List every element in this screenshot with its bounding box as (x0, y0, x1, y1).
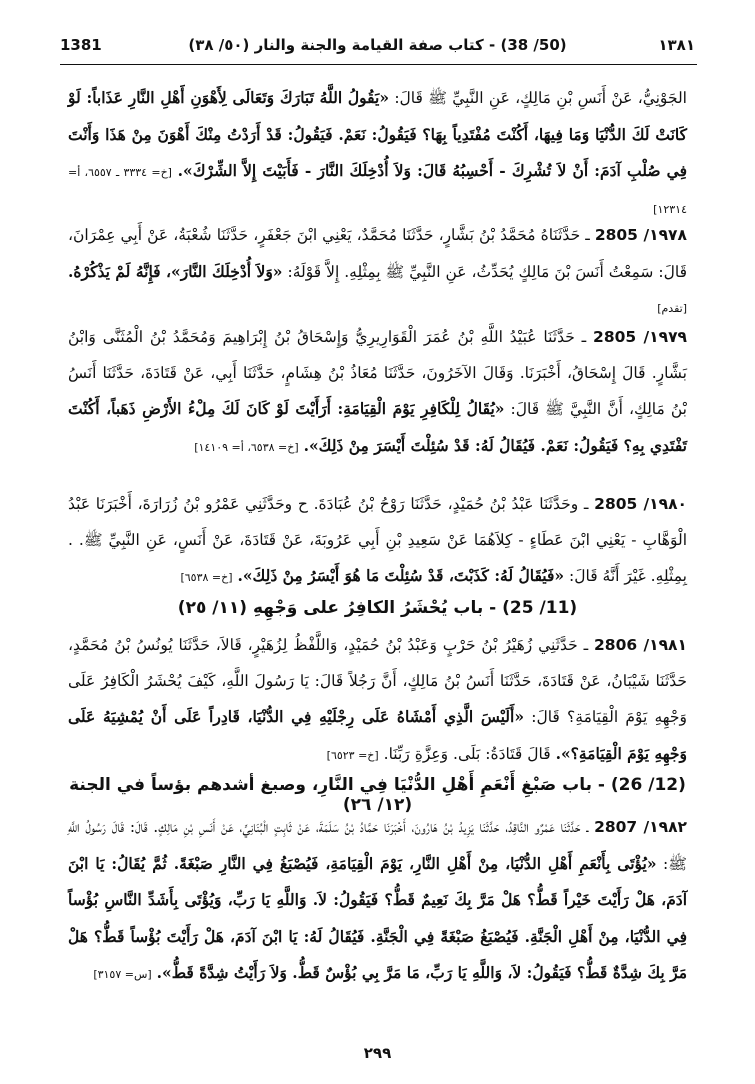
hadith-reference: [تقدم] (657, 302, 687, 315)
hadith-number: ١٩٧٨/ 2805 (594, 226, 687, 244)
hadith-number: ١٩٨١/ 2806 (594, 636, 687, 654)
hadith-isnad: ـ حَدَّثَنِي زُهَيْرُ بْنُ حَرْبٍ وَعَبْدُ بْنُ حُمَيْدٍ، وَاللَّفْظُ لِزُهَيْرٍ، قَالاَ، حَدَّثَنَا يُونُسُ بْنُ مُحَمَّدٍ، حَدَّثَنَا شَيْبَانُ، عَنْ قَتَادَةَ، حَدَّثَنَا أَنَسُ بْنُ مَالِكٍ، أَنَّ رَجُلاً قَالَ: يَا رَسُولَ اللَّهِ، كَيْفَ يُحْشَرُ الْكَافِرُ عَلَى وَجْهِهِ يَوْمَ الْقِيَامَةِ؟ قَالَ: (68, 636, 687, 726)
hadith-number: ١٩٧٩/ 2805 (593, 328, 687, 346)
hadith-tail: قَالَ قَتَادَةُ: بَلَى. وَعِزَّةِ رَبِّنَا. (383, 744, 551, 763)
hadith-isnad: ـ حَدَّثَنَاهُ مُحَمَّدُ بْنُ بَشَّارٍ، حَدَّثَنَا مُحَمَّدٌ، يَعْنِي ابْنَ جَعْفَرٍ، حَدَّثَنَا شُعْبَةُ، عَنْ أَبِي عِمْرَانَ، قَالَ: سَمِعْتُ أَنَسَ بْنَ مَالِكٍ يُحَدِّثُ، عَنِ النَّبِيِّ ﷺ بِمِثْلِهِ. إِلاَّ قَوْلَهُ: (68, 226, 687, 281)
hadith-block (68, 80, 687, 227)
page-number-arabic: ١٣٨١ (658, 36, 695, 54)
hadith-reference: [س= ٣١٥٧] (93, 968, 152, 981)
hadith-block (68, 320, 687, 465)
hadith-number: ١٩٨٠/ 2805 (594, 495, 687, 513)
hadith-matn: «فَيُقَالُ لَهُ: كَذَبْتَ، قَدْ سُئِلْتَ مَا هُوَ أَيْسَرُ مِنْ ذَلِكَ». (237, 566, 565, 585)
hadith-block (68, 628, 687, 773)
hadith-isnad: الجَوْنِيُّ، عَنْ أَنَسِ بْنِ مَالِكٍ، عَنِ النَّبِيِّ ﷺ قَالَ: (394, 89, 687, 107)
chapter-heading: (12/ 26) - باب صَبْغِ أَنْعَمِ أَهْلِ الدُّنْيَا فِي النَّارِ، وصبغ أشدهم بؤساً في الجنة (١٢/ ٢٦) (69, 775, 686, 815)
hadith-block (68, 218, 687, 327)
running-title: (50/ 38) - كتاب صفة القيامة والجنة والنار (٥٠/ ٣٨) (188, 36, 567, 54)
hadith-reference: [خ= ٦٥٣٨] (180, 571, 233, 584)
header-rule (60, 64, 697, 65)
hadith-matn: «يُقَالُ لِلْكَافِرِ يَوْمَ الْقِيَامَةِ: أَرَأَيْتَ لَوْ كَانَ لَكَ مِلْءُ الأَرْضِ ذَهَباً، أَكُنْتَ تَفْتَدِي بِهِ؟ فَيَقُولُ: نَعَمْ. فَيُقَالُ لَهُ: قَدْ سُئِلْتَ أَيْسَرَ مِنْ ذَلِكَ». (68, 399, 687, 455)
page-footer-number: ٢٩٩ (363, 1044, 392, 1062)
hadith-number: ١٩٨٢/ 2807 (594, 818, 687, 836)
hadith-matn: «يُؤْتَى بِأَنْعَمِ أَهْلِ الدُّنْيَا، مِنْ أَهْلِ النَّارِ، يَوْمَ الْقِيَامَةِ، فَيُصْبَغُ فِي النَّارِ صَبْغَةً. ثُمَّ يُقَالُ: يَا ابْنَ آدَمَ، هَلْ رَأَيْتَ خَيْراً قَطُّ؟ هَلْ مَرَّ بِكَ نَعِيمٌ قَطُّ؟ فَيَقُولُ: لاَ. وَاللَّهِ يَا رَبِّ، وَيُؤْتَى بِأَشَدِّ النَّاسِ بُؤْساً فِي الدُّنْيَا، مِنْ أَهْلِ الْجَنَّةِ. فَيُصْبَغُ صَبْغَةً فِي الْجَنَّةِ. فَيُقَالُ لَهُ: يَا ابْنَ آدَمَ، هَلْ رَأَيْتَ بُؤْساً قَطُّ؟ هَلْ مَرَّ بِكَ شِدَّةٌ قَطُّ؟ فَيَقُولُ: لاَ، وَاللَّهِ يَا رَبِّ، مَا مَرَّ بِي بُؤْسٌ قَطُّ. وَلاَ رَأَيْتُ شِدَّةً قَطُّ». (68, 853, 687, 982)
hadith-matn: «يَقُولُ اللَّهُ تَبَارَكَ وَتَعَالَى لِأَهْوَنِ أَهْلِ النَّارِ عَذَاباً: لَوْ كَانَتْ لَكَ الدُّنْيَا وَمَا فِيهَا، أَكُنْتَ مُفْتَدِياً بِهَا؟ فَيَقُولُ: نَعَمْ. فَيَقُولُ: قَدْ أَرَدْتُ مِنْكَ أَهْوَنَ مِنْ هَذَا وَأَنْتَ فِي صُلْبِ آدَمَ: أَنْ لاَ تُشْرِكَ - أَحْسِبُهُ قَالَ: وَلاَ أُدْخِلَكَ النَّارَ - فَأَبَيْتَ إِلاَّ الشِّرْكَ». (68, 88, 687, 180)
page-header (60, 36, 695, 62)
hadith-block (68, 487, 687, 596)
hadith-isnad: ـ وحَدَّثَنَا عَبْدُ بْنُ حُمَيْدٍ، حَدَّثَنَا رَوْحُ بْنُ عُبَادَةَ. ح وحَدَّثَنِي عَمْرُو بْنُ زُرَارَةَ، أَخْبَرَنَا عَبْدُ الْوَهَّابِ - يَعْنِي ابْنَ عَطَاءٍ - كِلاَهُمَا عَنْ سَعِيدِ بْنِ أَبِي عَرُوبَةَ، عَنْ قَتَادَةَ، عَنْ أَنَسٍ، عَنِ النَّبِيِّ ﷺ. . بِمِثْلِهِ. غَيْرَ أَنَّهُ قَالَ: (68, 495, 687, 585)
hadith-isnad: ـ حَدَّثَنَا عَمْرٌو النَّاقِدُ، حَدَّثَنَا يَزِيدُ بْنُ هَارُونَ، أَخْبَرَنَا حَمَّادُ بْنُ سَلَمَةَ، عَنْ ثَابِتٍ الْبُنَانِيِّ، عَنْ أَنَسِ بْنِ مَالِكٍ. قَالَ: قَالَ رَسُولُ اللَّهِ ﷺ: (68, 818, 687, 873)
chapter-heading: (11/ 25) - باب يُحْشَرُ الكافِرُ على وَجْهِهِ (١١/ ٢٥) (177, 598, 578, 618)
page-number-latin: 1381 (60, 36, 102, 54)
hadith-isnad: ـ حَدَّثَنَا عُبَيْدُ اللَّهِ بْنُ عُمَرَ الْقَوَارِيرِيُّ وَإِسْحَاقُ بْنُ إِبْرَاهِيمَ وَمُحَمَّدُ بْنُ الْمُثَنَّى وَابْنُ بَشَّارٍ. قَالَ إِسْحَاقُ، أَخْبَرَنَا. وَقَالَ الآخَرُونَ، حَدَّثَنَا مُعَاذُ بْنُ هِشَامٍ، حَدَّثَنَا أَبِي، عَنْ قَتَادَةَ، حَدَّثَنَا أَنَسُ بْنُ مَالِكٍ، أَنَّ النَّبِيَّ ﷺ قَالَ: (68, 328, 687, 418)
hadith-reference: [خ= ٦٥٣٨، أ= ١٤١٠٩] (194, 440, 299, 454)
hadith-matn: «أَلَيْسَ الَّذِي أَمْشَاهُ عَلَى رِجْلَيْهِ فِي الدُّنْيَا، قَادِراً عَلَى أَنْ يُمْشِيَهُ عَلَى وَجْهِهِ يَوْمَ الْقِيَامَةِ؟». (68, 707, 687, 763)
hadith-matn: «وَلاَ أُدْخِلَكَ النَّارَ»، فَإِنَّهُ لَمْ يَذْكُرْهُ. (68, 261, 283, 281)
hadith-reference: [خ= ٣٣٣٤ ـ ٦٥٥٧، أ= ١٢٣١٤] (68, 166, 687, 216)
hadith-reference: [خ= ٦٥٢٣] (326, 748, 379, 762)
hadith-block (68, 810, 687, 993)
